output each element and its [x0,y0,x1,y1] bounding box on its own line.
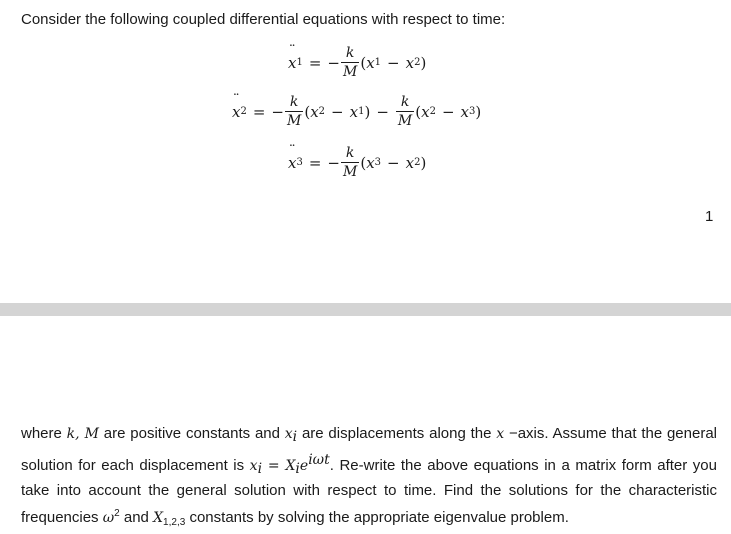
intro-text: Consider the following coupled differential equations with respect to time: [21,11,506,28]
eq1-lhs: ¨ x [288,54,296,72]
eq3-lhs: ¨ x [288,154,296,172]
eq1-fraction: $\frac{k}{M}$ [343,45,358,80]
equation-1: ¨ x 1 = − $\frac{k}{M}$ ( x 1 − x 2 ) [288,46,426,79]
eq3-fraction: $\frac{k}{M}$ [343,145,358,180]
eq2-fraction-1: $\frac{k}{M}$ [287,94,302,129]
page-separator [0,303,731,316]
equation-3: ¨ x 3 = − $\frac{k}{M}$ ( x 3 − x 2 ) [288,146,426,179]
eq2-lhs: ¨ x [232,103,240,121]
equation-2: ¨ x 2 = − $\frac{k}{M}$ ( x 2 − x 1 ) − $\frac{k}{M}$ ( x 2 − x 3 ) [232,95,481,128]
eq2-fraction-2: $\frac{k}{M}$ [397,94,413,129]
problem-paragraph: where k, M are positive constants and $x_i$ are displacements along the x −axis. Assume that the general solution for each displacement is $x_i = X_ie^{i\omega t}$. Re-write the above equations in a matrix form after you take into account the general solution with respect to time. Find the solutions for the characteristic frequencies $\omega^2$ and $X_{1,2,3}$ constants by solving the appropriate eigenvalue problem. [21,425,718,528]
page-number: 1 [705,208,714,225]
